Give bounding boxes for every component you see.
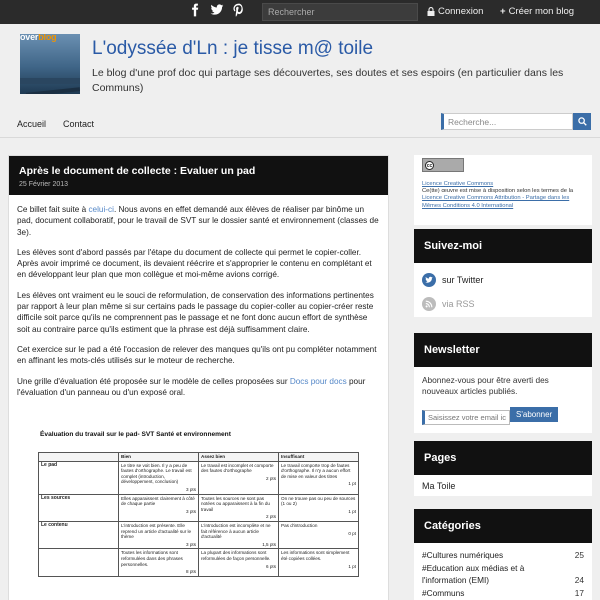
category-item[interactable]: #Cultures numériques 25 xyxy=(422,550,584,560)
pages-title: Pages xyxy=(414,441,592,475)
newsletter-widget xyxy=(414,333,592,433)
category-item[interactable]: #Communs 17 xyxy=(422,588,584,598)
twitter-icon xyxy=(422,273,436,287)
paragraph: Cet exercice sur le pad a été l'occasion de relever des manques qu'ils ont pu compléter notamment en affinant les mots-clés utilisés sur le moteur de recherche. xyxy=(17,344,377,366)
article-header xyxy=(9,156,388,195)
login-link[interactable] xyxy=(427,6,483,17)
login-label: Connexion xyxy=(438,6,484,17)
article-title[interactable]: Après le document de collecte : Evaluer un pad xyxy=(19,165,256,177)
docs-pour-docs-link[interactable]: Docs pour docs xyxy=(289,376,347,386)
facebook-icon[interactable] xyxy=(188,3,202,17)
top-bar xyxy=(0,0,600,24)
newsletter-description: Abonnez-vous pour être averti des nouveaux articles publiés. xyxy=(422,375,549,396)
blog-title[interactable]: L'odyssée d'Ln : je tisse m@ toile xyxy=(92,38,374,59)
paragraph: Les élèves ont vraiment eu le souci de reformulation, de conservation des informations pertinentes par rapport à leur plan même si sur certains pads le passage du copier-coller au copier-créer reste difficile soit parce qu'ils ne comprennent pas le passage et ne font donc aucun effort de synthèse soit au contraire parce qu'ils estiment que la phrase est déjà suffisamment claire. xyxy=(17,290,374,334)
table-row: Toutes les informations sont reformulées dans des phrases personnelles. 8 pts La plupart des informations sont reformulées de façon personnelle. 6 pts Les informations sont simplement été copiées collées. 1 pt xyxy=(39,549,359,576)
nav-home[interactable]: Accueil xyxy=(17,119,47,129)
article-body xyxy=(9,195,388,398)
rss-icon xyxy=(422,297,436,311)
blog-logo[interactable] xyxy=(20,34,80,94)
create-blog-label: Créer mon blog xyxy=(508,6,575,17)
category-item[interactable]: #Education aux médias et à l'information (EMI) 24 xyxy=(422,563,584,585)
overblog-logo-text: overblog xyxy=(20,34,57,42)
categories-widget xyxy=(414,509,592,600)
evaluation-grid xyxy=(38,452,359,577)
create-blog-link[interactable] xyxy=(500,6,574,17)
follow-rss[interactable] xyxy=(422,297,584,311)
article-date: 25 Février 2013 xyxy=(19,181,69,188)
twitter-icon[interactable] xyxy=(210,3,224,17)
table-row: Bien Assez bien Insuffisant xyxy=(39,453,359,462)
nav-divider xyxy=(0,137,600,138)
licence-widget xyxy=(414,155,592,225)
nav-search-input[interactable] xyxy=(441,113,573,130)
lock-icon xyxy=(427,7,435,16)
previous-post-link[interactable]: celui-ci xyxy=(88,205,114,214)
blog-description: Le blog d'une prof doc qui partage ses découvertes, ses doutes et ses espoirs (en particulier dans les Communs) xyxy=(92,67,564,94)
creative-commons-badge[interactable]: cc xyxy=(422,158,464,172)
nav-contact[interactable]: Contact xyxy=(63,119,95,129)
pinterest-icon[interactable] xyxy=(232,3,246,17)
newsletter-title: Newsletter xyxy=(414,333,592,367)
paragraph: Ce billet fait suite à celui-ci. Nous avons en effet demandé aux élèves de réaliser par binôme un pad, document collaboratif, pour le travail de SVT sur le dossier santé et environnement (classes de 3e). xyxy=(17,205,379,237)
table-row: Le contenu L'introduction est présente. Elle reprend un article d'actualité sur le thème 3 pts L'introduction est incomplète et ne fait référence à aucun article d'actualité 1,5 pts Pas d'introduction 0 pt xyxy=(39,521,359,548)
search-icon xyxy=(578,117,587,126)
follow-twitter[interactable] xyxy=(422,273,584,287)
subscribe-button[interactable]: S'abonner xyxy=(510,407,558,422)
paragraph: Les élèves sont d'abord passés par l'étape du document de collecte qui permet le copier-coller. Après avoir imprimé ce document, ils devaient réécrire et s'approprier le contenu en complétant et en développant leur plan que mon collègue et moi-même avions corrigé. xyxy=(17,247,372,280)
top-search-input[interactable] xyxy=(262,3,418,21)
follow-widget xyxy=(414,229,592,317)
page-link-ma-toile[interactable]: Ma Toile xyxy=(422,481,456,491)
nav-search-button[interactable] xyxy=(573,113,591,130)
table-row: Les sources Elles apparaissent clairement à côté de chaque partie 3 pts Toutes les sources ne sont pas notées ou apparaissent à la fin du travail 2 pts On ne trouve pas ou peu de sources (1 ou 2) 1 pt xyxy=(39,494,359,521)
table-row: Le pad Le titre se voit bien. Il y a peu de fautes d'orthographe. Le travail est complet (introduction, développement, conclusion) 3 pts Le travail est incomplet et comporte des fautes d'orthographe 2 pts Le travail comporte trop de fautes d'orthographe. Il n'y a aucun effort de mise en valeur des titres 1 pt xyxy=(39,461,359,494)
evaluation-grid-title: Évaluation du travail sur le pad- SVT Santé et environnement xyxy=(40,431,231,438)
pages-widget xyxy=(414,441,592,496)
follow-rss-label: via RSS xyxy=(442,299,475,309)
licence-link[interactable]: Licence Creative Commons xyxy=(422,181,494,187)
newsletter-email-input[interactable] xyxy=(422,410,510,425)
licence-text: Licence Creative Commons Ce(tte) œuvre est mise à disposition selon les termes de la Licence Creative Commons Attribution - Partage dans les Mêmes Conditions 4.0 International xyxy=(422,181,574,209)
categories-title: Catégories xyxy=(414,509,592,543)
paragraph: Une grille d'évaluation été proposée sur le modèle de celles proposées sur Docs pour docs pour l'évaluation d'un panneau ou d'un exposé oral. xyxy=(17,376,366,397)
follow-twitter-label: sur Twitter xyxy=(442,275,484,285)
plus-icon: + xyxy=(500,6,506,17)
follow-title: Suivez-moi xyxy=(414,229,592,263)
licence-full-link[interactable]: Licence Creative Commons Attribution - Partage dans les Mêmes Conditions 4.0 International xyxy=(422,195,570,209)
